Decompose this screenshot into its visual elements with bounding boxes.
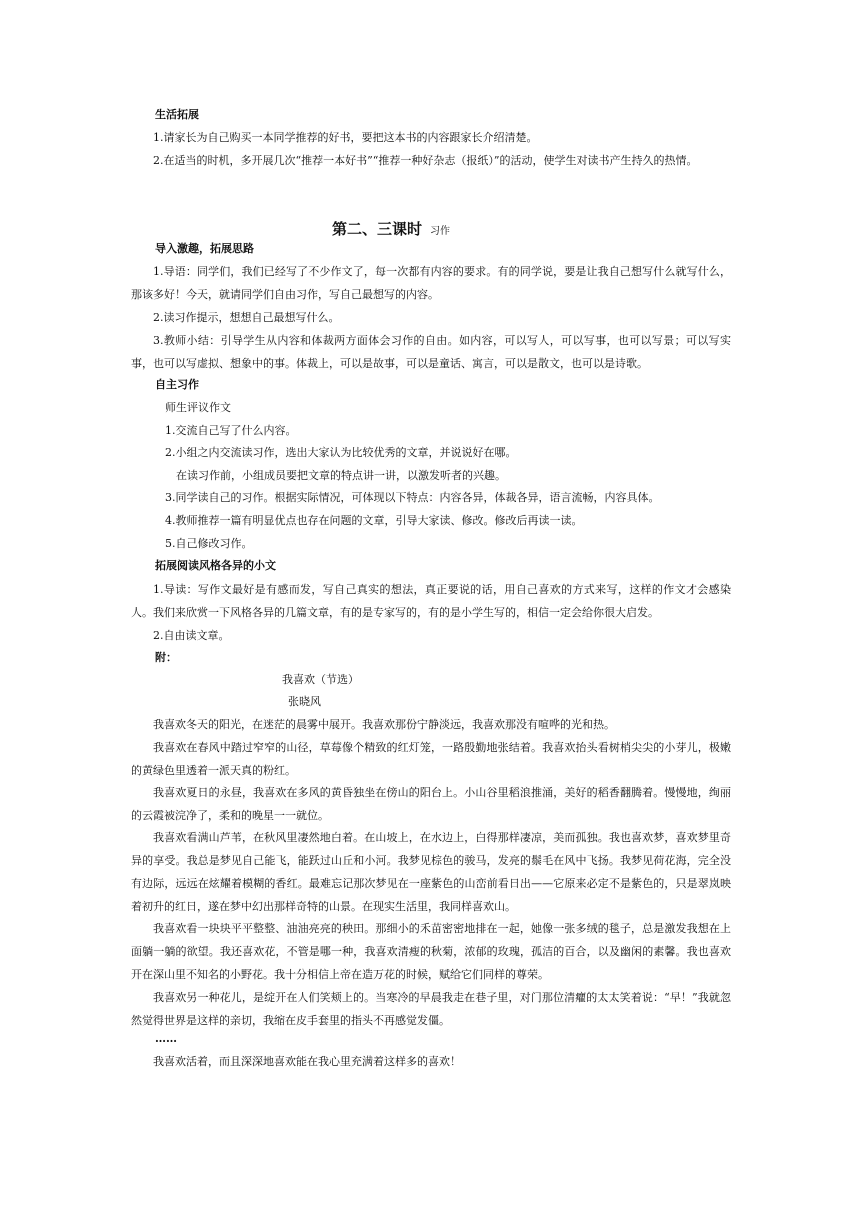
essay-paragraph-3: 我喜欢夏日的永昼，我喜欢在多风的黄昏独坐在傍山的阳台上。小山谷里稻浪推涌，美好的稻香翻腾着。慢慢地，绚丽的云霞被浣净了，柔和的晚星一一就位。: [131, 786, 731, 822]
reading-paragraph-2: 2.自由读文章。: [153, 629, 230, 642]
essay-title: 我喜欢（节选）: [282, 673, 359, 686]
section-heading-life-extension: 生活拓展: [155, 108, 199, 121]
section-heading-reading: 拓展阅读风格各异的小文: [155, 559, 276, 572]
writing-item-4: 4.教师推荐一篇有明显优点也存在问题的文章，引导大家读、修改。修改后再读一读。: [165, 514, 583, 527]
essay-paragraph-2: 我喜欢在春风中踏过窄窄的山径，草莓像个精致的红灯笼，一路殷勤地张结着。我喜欢抬头看树梢尖尖的小芽儿，极嫩的黄绿色里透着一派天真的粉红。: [131, 741, 731, 777]
essay-ellipsis: ……: [155, 1032, 177, 1045]
section-heading-writing: 自主习作: [155, 378, 199, 391]
life-extension-item-1: 1.请家长为自己购买一本同学推荐的好书，要把这本书的内容跟家长介绍清楚。: [153, 131, 538, 144]
essay-paragraph-6: 我喜欢另一种花儿，是绽开在人们笑颊上的。当寒冷的早晨我走在巷子里，对门那位清癯的太太笑着说：“早！”我就忽然觉得世界是这样的亲切，我缩在皮手套里的指头不再感觉发僵。: [131, 991, 731, 1027]
life-extension-item-2: 2.在适当的时机，多开展几次“推荐一本好书”“推荐一种好杂志（报纸）”的活动，使学生对读书产生持久的热情。: [153, 154, 698, 167]
reading-paragraph-1: 1.导读：写作文最好是有感而发，写自己真实的想法，真正要说的话，用自己喜欢的方式来写，这样的作文才会感染人。我们来欣赏一下风格各异的几篇文章，有的是专家写的，有的是小学生写的，相信一定会给你很大启发。: [131, 583, 731, 619]
section-heading-intro: 导入激趣，拓展思路: [155, 242, 254, 255]
writing-item-3: 3.同学读自己的习作。根据实际情况，可体现以下特点：内容各异，体裁各异，语言流畅，内容具体。: [165, 491, 660, 504]
essay-paragraph-4: 我喜欢看满山芦苇，在秋风里凄然地白着。在山坡上，在水边上，白得那样凄凉，美而孤独。我也喜欢梦，喜欢梦里奇异的享受。我总是梦见自己能飞，能跃过山丘和小河。我梦见棕色的骏马，发亮的鬃毛在风中飞扬。我梦见荷花海，完全没有边际，远远在炫耀着模糊的香红。最难忘记那次梦见在一座紫色的山峦前看日出——它原来必定不是紫色的，只是翠岚映着初升的红日，遂在梦中幻出那样奇特的山景。在现实生活里，我同样喜欢山。: [131, 831, 731, 913]
essay-paragraph-5: 我喜欢看一块块平平整整、油油亮亮的秧田。那细小的禾苗密密地排在一起，她像一张多绒的毯子，总是激发我想在上面躺一躺的欲望。我还喜欢花，不管是哪一种，我喜欢清瘦的秋菊，浓郁的玫瑰，孤洁的百合，以及幽闲的素馨。我也喜欢开在深山里不知名的小野花。我十分相信上帝在造万花的时候，赋给它们同样的尊荣。: [131, 922, 731, 981]
writing-item-1: 1.交流自己写了什么内容。: [165, 424, 297, 437]
intro-paragraph-3: 3.教师小结：引导学生从内容和体裁两方面体会习作的自由。如内容，可以写人，可以写事，也可以写景；可以写实事，也可以写虚拟、想象中的事。体裁上，可以是故事，可以是童话、寓言，可以是散文，也可以是诗歌。: [131, 334, 731, 370]
lesson-title-main: 第二、三课时: [332, 220, 423, 238]
appendix-label: 附：: [155, 651, 177, 664]
essay-last-line: 我喜欢活着，而且深深地喜欢能在我心里充满着这样多的喜欢！: [153, 1055, 461, 1068]
writing-item-2-note: 在读习作前，小组成员要把文章的特点讲一讲，以激发听者的兴趣。: [176, 469, 506, 482]
intro-paragraph-2: 2.读习作提示，想想自己最想写什么。: [153, 311, 340, 324]
intro-paragraph-1: 1.导语：同学们，我们已经写了不少作文了，每一次都有内容的要求。有的同学说，要是让我自己想写什么就写什么，那该多好！今天，就请同学们自由习作，写自己最想写的内容。: [131, 265, 731, 301]
writing-subheading: 师生评议作文: [165, 401, 231, 414]
writing-item-2: 2.小组之内交流读习作，选出大家认为比较优秀的文章，并说说好在哪。: [165, 446, 517, 459]
lesson-title: [332, 218, 450, 239]
essay-paragraph-1: 我喜欢冬天的阳光，在迷茫的晨雾中展开。我喜欢那份宁静淡远，我喜欢那没有喧哗的光和热。: [153, 718, 615, 731]
writing-item-5: 5.自己修改习作。: [165, 537, 253, 550]
essay-author: 张晓风: [288, 695, 321, 708]
lesson-title-sub: 习作: [430, 226, 451, 237]
